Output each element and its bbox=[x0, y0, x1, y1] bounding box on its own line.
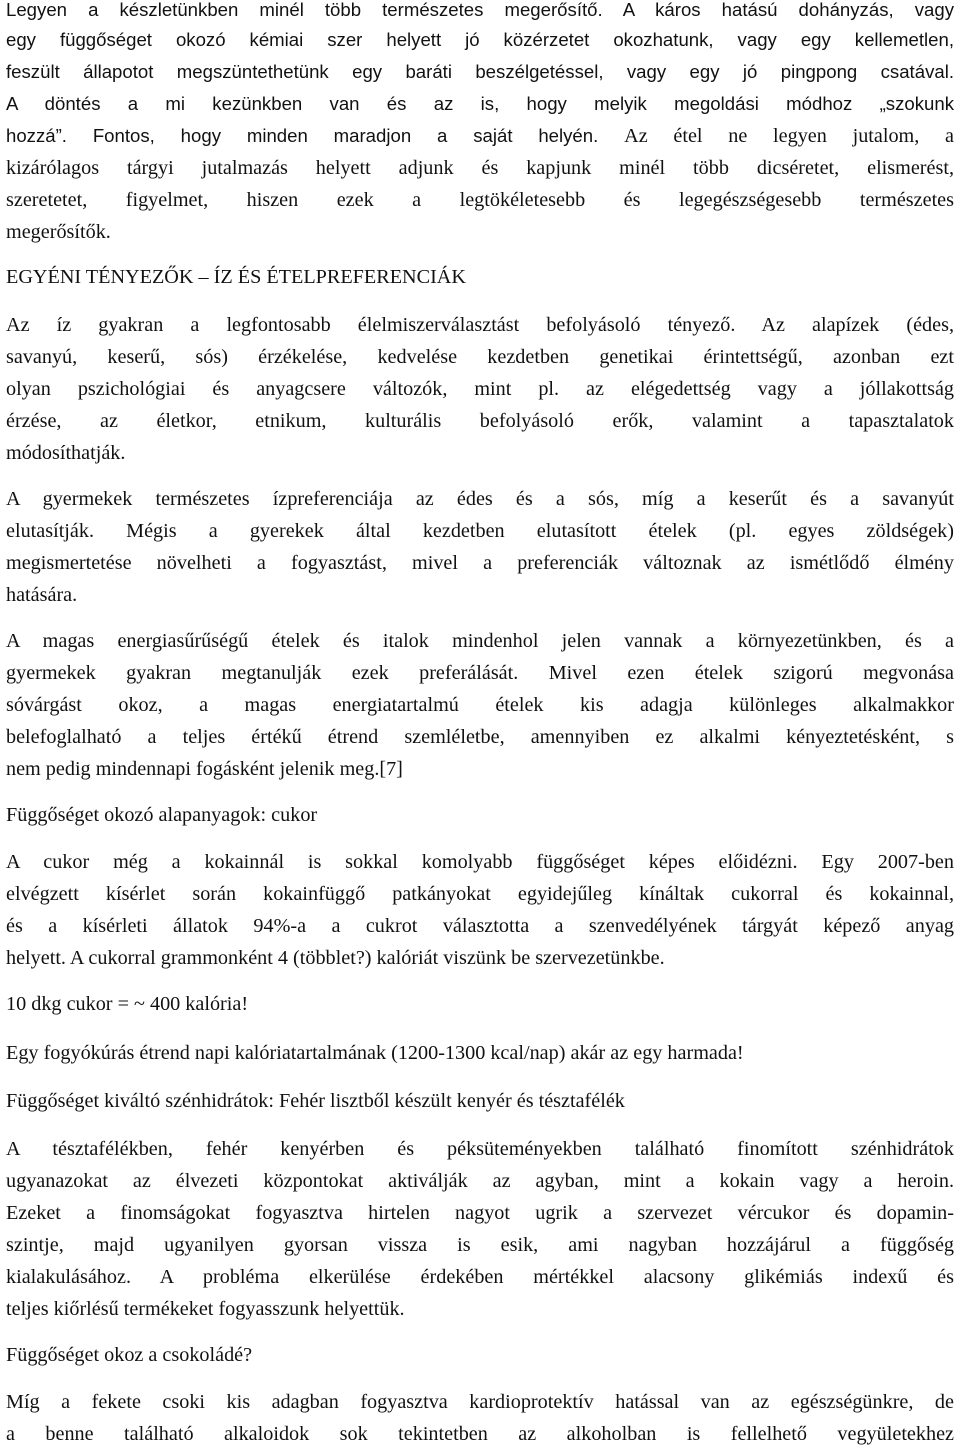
text-line: Egy fogyókúrás étrend napi kalóriatartalmának (1200-1300 kcal/nap) akár az egy harmada! bbox=[6, 1042, 744, 1064]
text-line: Míg a fekete csoki kis adagban fogyasztva kardioprotektív hatással van az egészségünkre, de bbox=[6, 1391, 954, 1413]
text-line: nem pedig mindennapi fogásként jelenik meg.[7] bbox=[6, 758, 403, 780]
text-line: teljes kiőrlésű termékeket fogyasszunk helyettük. bbox=[6, 1298, 405, 1320]
text-segment: Az étel ne legyen jutalom, a bbox=[624, 125, 954, 147]
text-line: A gyermekek természetes ízpreferenciája az édes és a sós, míg a keserűt és a savanyút bbox=[6, 488, 954, 510]
text-line: 10 dkg cukor = ~ 400 kalória! bbox=[6, 993, 249, 1015]
text-line: elvégzett kísérlet során kokainfüggő patkányokat egyidejűleg kínáltak cukorral és kokainnal, bbox=[6, 883, 954, 905]
text-line: a benne található alkaloidok sok tekintetben az alkoholban is fellelhető vegyületekhez bbox=[6, 1423, 954, 1445]
text-line: A cukor még a kokainnál is sokkal komolyabb függőséget képes előidézni. Egy 2007-ben bbox=[6, 851, 954, 873]
text-line: szeretetet, figyelmet, hiszen ezek a legtökéletesebb és legegészségesebb természetes bbox=[6, 189, 954, 211]
text-line: és a kísérleti állatok 94%-a a cukrot választotta a szenvedélyének tárgyát képező anyag bbox=[6, 915, 954, 937]
text-segment: hozzá”. Fontos, hogy minden maradjon a saját helyén. bbox=[6, 125, 625, 146]
text-line: A magas energiasűrűségű ételek és italok mindenhol jelen vannak a környezetünkben, és a bbox=[6, 630, 954, 652]
text-line: kizárólagos tárgyi jutalmazás helyett adjunk és kapjunk minél több dicséretet, elismerést, bbox=[6, 157, 954, 179]
text-line: megerősítők. bbox=[6, 221, 111, 243]
text-line: szintje, majd ugyanilyen gyorsan vissza is esik, ami nagyban hozzájárul a függőség bbox=[6, 1234, 954, 1256]
text-line bbox=[6, 122, 954, 150]
text-line: A tésztafélékben, fehér kenyérben és péksüteményekben található finomított szénhidrátok bbox=[6, 1138, 954, 1160]
text-line: feszült állapotot megszüntethetünk egy baráti beszélgetéssel, vagy egy jó pingpong csatával. bbox=[6, 61, 954, 82]
text-line: belefoglalható a teljes értékű étrend szemléletbe, amennyiben ez alkalmi kényeztetésként, s bbox=[6, 726, 954, 748]
text-line: Legyen a készletünkben minél több természetes megerősítő. A káros hatású dohányzás, vagy bbox=[6, 0, 954, 20]
text-line: sóvárgást okoz, a magas energiatartalmú ételek kis adagja különleges alkalmakkor bbox=[6, 694, 954, 716]
subheading: Függőséget okoz a csokoládé? bbox=[6, 1344, 253, 1366]
section-heading: EGYÉNI TÉNYEZŐK – ÍZ ÉS ÉTELPREFERENCIÁK bbox=[6, 266, 466, 288]
text-line: módosíthatják. bbox=[6, 442, 126, 464]
subheading: Függőséget okozó alapanyagok: cukor bbox=[6, 804, 318, 826]
text-line: ugyanazokat az élvezeti központokat aktiválják az agyban, mint a kokain vagy a heroin. bbox=[6, 1170, 954, 1192]
text-line: Az íz gyakran a legfontosabb élelmiszerválasztást befolyásoló tényező. Az alapízek (édes, bbox=[6, 314, 954, 336]
text-line: Ezeket a finomságokat fogyasztva hirtelen nagyot ugrik a szervezet vércukor és dopamin- bbox=[6, 1202, 954, 1224]
text-line: kialakulásához. A probléma elkerülése érdekében mértékkel alacsony glikémiás indexű és bbox=[6, 1266, 954, 1288]
subheading: Függőséget kiváltó szénhidrátok: Fehér lisztből készült kenyér és tésztafélék bbox=[6, 1090, 625, 1112]
text-line: érzése, az életkor, etnikum, kulturális befolyásoló erők, valamint a tapasztalatok bbox=[6, 410, 954, 432]
text-line: egy függőséget okozó kémiai szer helyett jó közérzetet okozhatunk, vagy egy kellemetlen, bbox=[6, 29, 954, 50]
text-line: savanyú, keserű, sós) érzékelése, kedvelése kezdetben genetikai érintettségű, azonban ezt bbox=[6, 346, 954, 368]
text-line: elutasítják. Mégis a gyerekek által kezdetben elutasított ételek (pl. egyes zöldségek) bbox=[6, 520, 954, 542]
text-line: gyermekek gyakran megtanulják ezek preferálását. Mivel ezen ételek szigorú megvonása bbox=[6, 662, 954, 684]
text-line: megismertetése növelheti a fogyasztást, mivel a preferenciák változnak az ismétlődő élmény bbox=[6, 552, 954, 574]
text-line: hatására. bbox=[6, 584, 78, 606]
text-line: helyett. A cukorral grammonként 4 (többlet?) kalóriát viszünk be szervezetünkbe. bbox=[6, 947, 665, 969]
text-line: olyan pszichológiai és anyagcsere változók, mint pl. az elégedettség vagy a jóllakottság bbox=[6, 378, 954, 400]
text-line: A döntés a mi kezünkben van és az is, hogy melyik megoldási módhoz „szokunk bbox=[6, 93, 954, 114]
